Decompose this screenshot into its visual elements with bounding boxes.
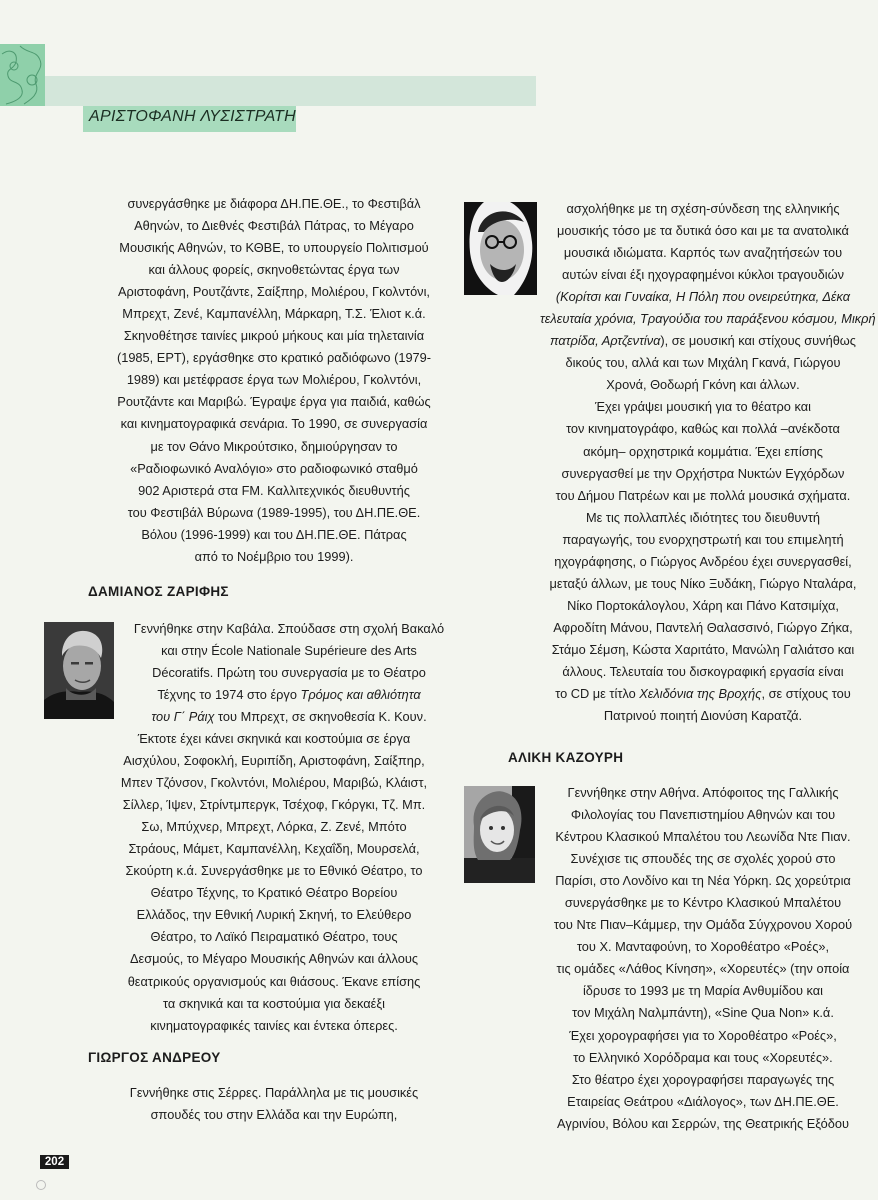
text-line: Συνέχισε τις σπουδές της σε σχολές χορού στο — [570, 851, 836, 867]
text-line: συνεργάσθηκε με το Κέντρο Κλασικού Μπαλέτου — [564, 895, 842, 911]
italic-title: (Κορίτσι και Γυναίκα, Η Πόλη που ονειρεύτηκα, Δέκα — [555, 289, 851, 305]
text-line: με τον Θάνο Μικρούτσικο, δημιούργησαν το — [150, 438, 398, 454]
text-run: το CD με τίτλο — [555, 686, 640, 702]
portrait-photo-zarifis — [44, 622, 114, 719]
text-run: Πατρινού ποιητή Διονύση Καρατζά. — [603, 708, 803, 724]
text-line: Στράους, Μάμετ, Καμπανέλλη, Κεχαΐδη, Μουρσελά, — [128, 841, 420, 857]
text-line: σπουδές του στην Ελλάδα και την Ευρώπη, — [150, 1107, 398, 1123]
text-line: Ρουτζάντε και Μαριβώ. Έγραψε έργα για παιδιά, καθώς — [117, 394, 431, 410]
text-line: (1985, ΕΡΤ), εργάσθηκε στο κρατικό ραδιόφωνο (1979- — [116, 350, 432, 366]
text-run: του Μπρεχτ, σε σκηνοθεσία Κ. Κουν. — [214, 709, 427, 725]
text-line: Έχει γράψει μουσική για το θέατρο και — [595, 399, 811, 415]
text-line: Ελλάδος, την Εθνική Λυρική Σκηνή, το Ελεύθερο — [136, 907, 412, 923]
text-line: Έχει χορογραφήσει για το Χοροθέατρο «Ροές», — [569, 1027, 837, 1043]
text-line: θεατρικούς οργανισμούς και θιάσους. Έκανε επίσης — [127, 973, 421, 989]
text-line: Χρονά, Θοδωρή Γκόνη και άλλων. — [606, 377, 800, 393]
text-line: Στάμο Σέμση, Κώστα Χαριτάτο, Μανώλη Γαλιάτσο και — [551, 641, 855, 657]
text-line: Αριστοφάνη, Ρουτζάντε, Σαίξπηρ, Μολιέρου, Γκολντόνι, — [118, 284, 430, 300]
text-line: Μπεν Τζόνσον, Γκολντόνι, Μολιέρου, Μαριβώ, Κλάιστ, — [120, 775, 428, 791]
section-heading-kazouri: ΑΛΙΚΗ ΚΑΖΟΥΡΗ — [508, 750, 624, 765]
text-line: από το Νοέμβριο του 1999). — [194, 548, 354, 564]
text-run: Τέχνης το 1974 στο έργο — [157, 687, 301, 703]
text-line: τον Μιχάλη Ναλμπάντη), «Sine Qua Non» κ.ά. — [572, 1005, 834, 1021]
text-line — [120, 684, 458, 706]
text-line: και άλλους φορείς, σκηνοθετώντας έργα των — [148, 262, 400, 278]
text-line: ηχογράφησης, ο Γιώργος Ανδρέου έχει συνεργασθεί, — [554, 553, 852, 569]
italic-title: Χελιδόνια της Βροχής — [639, 686, 762, 702]
text-line: Μουσικής Αθηνών, το ΚΘΒΕ, το υπουργείο Πολιτισμού — [119, 240, 429, 256]
text-line: παραγωγής, του ενορχηστρωτή και του επιμελητή — [562, 531, 844, 547]
bio-zarifis — [90, 728, 458, 1037]
text-line: του Χ. Μανταφούνη, το Χοροθέατρο «Ροές», — [576, 939, 830, 955]
page-title: ΑΡΙΣΤΟΦΑΝΗ ΛΥΣΙΣΤΡΑΤΗ — [89, 108, 296, 125]
bio-kazouri — [540, 782, 866, 1135]
header-band — [45, 76, 536, 106]
text-line: Παρίσι, στο Λονδίνο και τη Νέα Υόρκη. Ως χορεύτρια — [555, 873, 851, 889]
italic-title: Τρόμος και αθλιότητα — [300, 687, 421, 703]
bio-andreou-continued — [540, 198, 876, 727]
text-line — [540, 683, 866, 705]
text-line — [540, 286, 866, 308]
text-line: Σκούρτη κ.ά. Συνεργάσθηκε με το Εθνικό Θέατρο, το — [125, 863, 423, 879]
text-line: του Φεστιβάλ Βύρωνα (1989-1995), του ΔΗ.ΠΕ.ΘΕ. — [127, 504, 421, 520]
text-line: τον κινηματογράφο, καθώς και πολλά –ανέκδοτα — [566, 421, 840, 437]
text-line: Αφροδίτη Μάνου, Παντελή Θαλασσινό, Γιώργο Ζήκα, — [553, 619, 853, 635]
text-line: δικούς του, αλλά και των Μιχάλη Γκανά, Γιώργου — [565, 355, 841, 371]
text-line: 902 Αριστερά στα FM. Καλλιτεχνικός διευθυντής — [138, 482, 410, 498]
text-line: Αισχύλου, Σοφοκλή, Ευριπίδη, Αριστοφάνη, Σαίξπηρ, — [123, 753, 425, 769]
text-line: Νίκο Πορτοκάλογλου, Χάρη και Πάνο Κατσιμίχα, — [567, 597, 839, 613]
text-line: κινηματογραφικές ταινίες και έντεκα όπερες. — [150, 1017, 398, 1033]
text-line: τις ομάδες «Λάθος Κίνηση», «Χορευτές» (την οποία — [556, 961, 850, 977]
page-number: 202 — [40, 1155, 69, 1169]
text-line: και στην École Nationale Supérieure des Arts — [161, 643, 417, 659]
portrait-photo-andreou — [464, 202, 537, 295]
text-line: «Ραδιοφωνικό Αναλόγιο» στο ραδιοφωνικό σταθμό — [130, 460, 418, 476]
text-line: τα σκηνικά και τα κοστούμια για δεκαέξι — [163, 995, 385, 1011]
text-line: συνεργασθεί με την Ορχήστρα Νυκτών Εγχόρδων — [561, 465, 845, 481]
text-line: Γεννήθηκε στην Καβάλα. Σπούδασε στη σχολή Βακαλό — [133, 621, 445, 636]
section-heading-zarifis: ΔΑΜΙΑΝΟΣ ΖΑΡΙΦΗΣ — [88, 584, 229, 599]
italic-title: πατρίδα, Αρτζεντίνα — [550, 333, 661, 349]
text-line: Θέατρο Τέχνης, το Κρατικό Θέατρο Βορείου — [150, 885, 398, 901]
text-line: Με τις πολλαπλές ιδιότητες του διευθυντή — [585, 509, 821, 525]
text-line: μουσικά ιδιώματα. Καρπός των αναζητήσεών του — [563, 245, 843, 261]
bio-continued — [90, 193, 458, 568]
text-line — [540, 705, 866, 727]
text-line: Έκτοτε έχει κάνει σκηνικά και κοστούμια σε έργα — [137, 731, 411, 746]
text-line: Μπρεχτ, Ζενέ, Καμπανέλλη, Μάρκαρη, Τ.Σ. Έλιοτ κ.ά. — [122, 306, 426, 322]
italic-title: τελευταία χρόνια, Τραγούδια του παράξενου κόσμου, Μικρή — [540, 311, 876, 327]
text-line: 1989) και μετέφρασε έργα των Μολιέρου, Γκολντόνι, — [126, 372, 422, 388]
text-line: το Ελληνικό Χορόδραμα και τους «Χορευτές». — [573, 1049, 833, 1065]
text-line — [540, 308, 876, 330]
text-line — [120, 706, 458, 728]
section-heading-andreou: ΓΙΩΡΓΟΣ ΑΝΔΡΕΟΥ — [88, 1050, 221, 1065]
text-line: Décoratifs. Πρώτη του συνεργασία με το Θέατρο — [152, 665, 426, 681]
corner-illustration — [0, 44, 45, 106]
text-line: Αθηνών, το Διεθνές Φεστιβάλ Πάτρας, το Μέγαρο — [134, 218, 414, 234]
text-line: Βόλου (1996-1999) και του ΔΗ.ΠΕ.ΘΕ. Πάτρας — [141, 526, 407, 542]
text-line: αυτών είναι έξι ηχογραφημένοι κύκλοι τραγουδιών — [562, 267, 844, 283]
text-line: Σκηνοθέτησε ταινίες μικρού μήκους και μία τηλεταινία — [123, 328, 425, 344]
portrait-photo-kazouri — [464, 786, 535, 883]
text-line: μουσικής τόσο με τα δυτικά όσο και με τα ανατολικά — [557, 223, 849, 239]
text-line: Θέατρο, το Λαϊκό Πειραματικό Θέατρο, τους — [150, 929, 398, 945]
text-line: Σίλλερ, Ίψεν, Στρίντμπεργκ, Τσέχοφ, Γκόργκι, Τζ. Μπ. — [122, 797, 426, 813]
text-line: συνεργάσθηκε με διάφορα ΔΗ.ΠΕ.ΘΕ., το Φεστιβάλ — [127, 196, 421, 211]
text-line: και κινηματογραφικά σενάρια. Το 1990, σε συνεργασία — [120, 416, 428, 432]
text-line: Στο θέατρο έχει χορογραφήσει παραγωγές της — [571, 1071, 835, 1087]
text-line: Γεννήθηκε στις Σέρρες. Παράλληλα με τις μουσικές — [129, 1085, 419, 1100]
text-line: μεταξύ άλλων, με τους Νίκο Ξυδάκη, Γιώργο Νταλάρα, — [549, 575, 857, 591]
text-line: Αγρινίου, Βόλου και Σερρών, της Θεατρικής Εξόδου — [557, 1115, 849, 1131]
text-run: ), σε μουσική και στίχους συνήθως — [660, 333, 856, 349]
registration-mark — [36, 1180, 46, 1190]
text-line: άλλους. Τελευταία του δισκογραφική εργασία είναι — [562, 663, 844, 679]
italic-title: του Γ΄ Ράιχ — [151, 709, 215, 725]
text-line: ίδρυσε το 1993 με τη Μαρία Ανθυμίδου και — [582, 983, 824, 999]
bio-andreou-start — [90, 1082, 458, 1126]
text-line: Εταιρείας Θεάτρου «Διάλογος», των ΔΗ.ΠΕ.ΘΕ. — [567, 1093, 839, 1109]
text-line: Κέντρου Κλασικού Μπαλέτου του Λεωνίδα Ντε Πιαν. — [555, 829, 851, 845]
text-line: Σω, Μπύχνερ, Μπρεχτ, Λόρκα, Ζ. Ζενέ, Μπότο — [141, 819, 407, 835]
text-line: του Ντε Πιαν–Κάμμερ, την Ομάδα Σύγχρονου Χορού — [553, 917, 853, 933]
text-run: , σε στίχους του — [761, 686, 851, 702]
text-line: Δεσμούς, το Μέγαρο Μουσικής Αθηνών και άλλους — [129, 951, 419, 967]
bio-zarifis-intro — [120, 618, 458, 728]
text-line: Φιλολογίας του Πανεπιστημίου Αθηνών και του — [570, 807, 836, 823]
text-line: ακόμη– ορχηστρικά κομμάτια. Έχει επίσης — [583, 443, 823, 459]
text-line: του Δήμου Πατρέων και με πολλά μουσικά σχήματα. — [555, 487, 851, 503]
text-line — [540, 330, 866, 352]
text-line: ασχολήθηκε με τη σχέση-σύνδεση της ελληνικής — [566, 201, 840, 216]
text-line: Γεννήθηκε στην Αθήνα. Απόφοιτος της Γαλλικής — [567, 785, 839, 800]
